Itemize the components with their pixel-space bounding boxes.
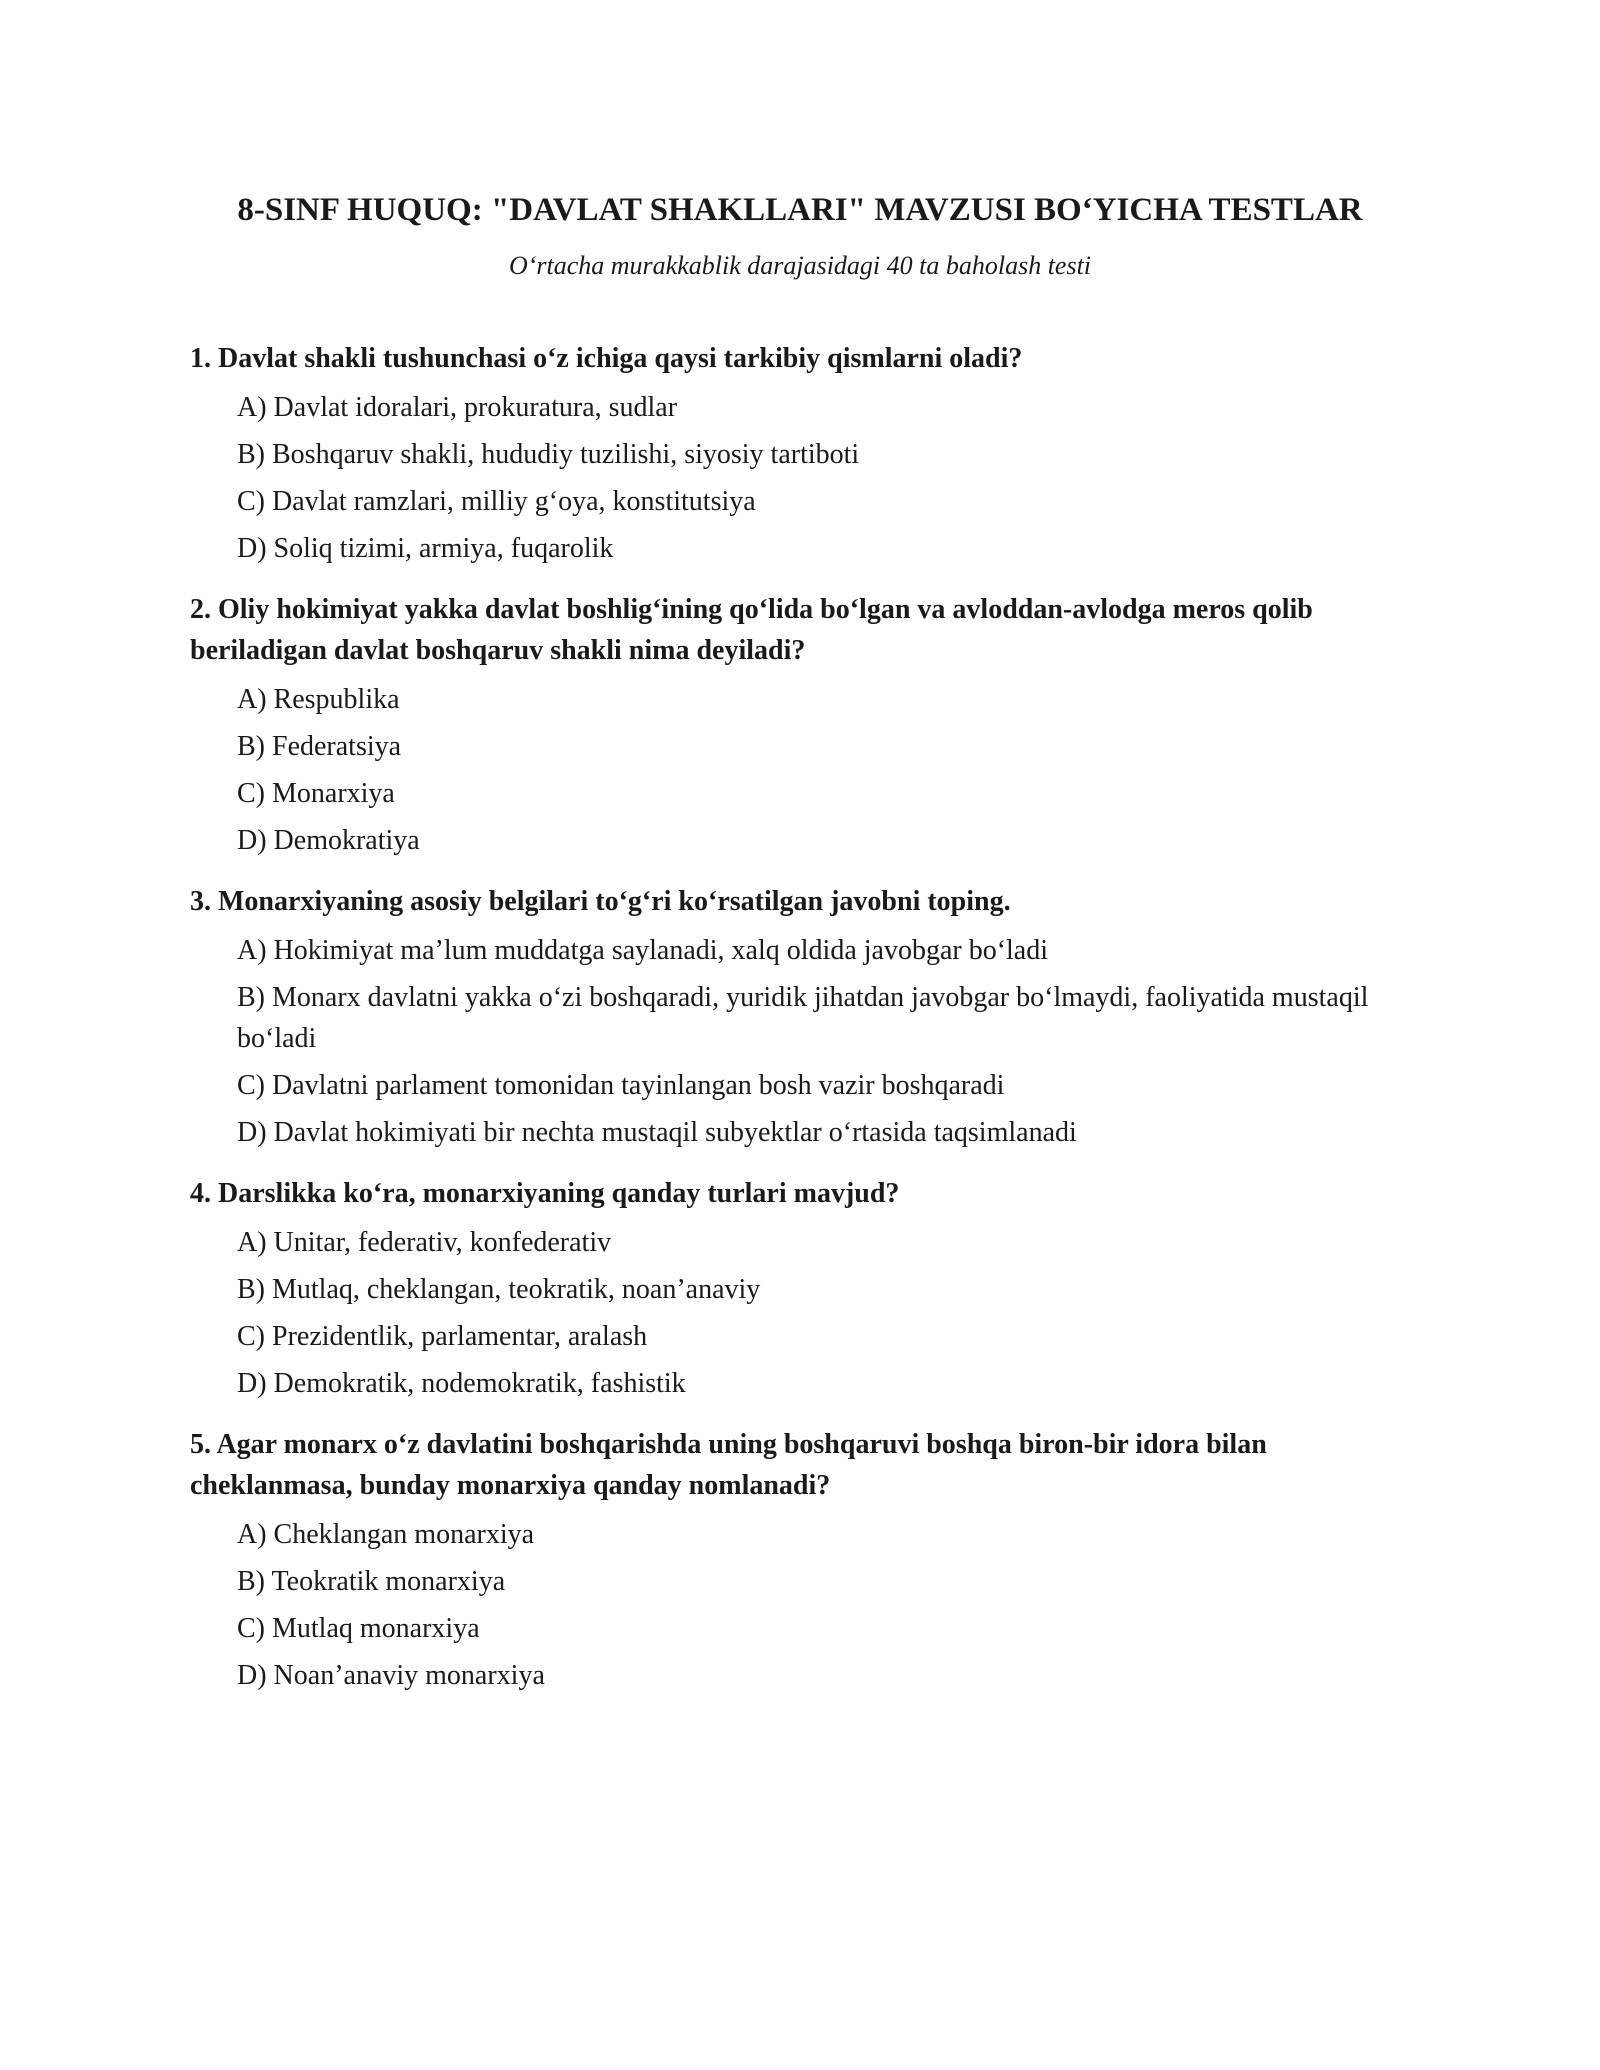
option-c: C) Davlatni parlament tomonidan tayinlangan bosh vazir boshqaradi: [237, 1070, 1005, 1101]
option-a: A) Respublika: [237, 684, 400, 715]
question-text: 4. Darslikka ko‘ra, monarxiyaning qanday turlari mavjud?: [190, 1178, 900, 1209]
option-c: C) Monarxiya: [237, 778, 395, 809]
option-d: D) Noan’anaviy monarxiya: [237, 1660, 545, 1691]
question-4: [190, 1173, 1410, 1404]
question-text: 5. Agar monarx o‘z davlatini boshqarishda uning boshqaruvi boshqa biron-bir idora bilan cheklanmasa, bunday monarxiya qanday nomlanadi?: [190, 1429, 1267, 1501]
question-3: [190, 881, 1410, 1153]
option-d: D) Demokratiya: [237, 825, 420, 856]
question-1: [190, 338, 1410, 569]
question-text: 2. Oliy hokimiyat yakka davlat boshlig‘ining qo‘lida bo‘lgan va avloddan-avlodga meros qolib beriladigan davlat boshqaruv shakli nima deyiladi?: [190, 594, 1313, 666]
document-subtitle: O‘rtacha murakkablik darajasidagi 40 ta baholash testi: [508, 251, 1092, 280]
option-d: D) Davlat hokimiyati bir nechta mustaqil subyektlar o‘rtasida taqsimlanadi: [237, 1117, 1077, 1148]
option-a: A) Cheklangan monarxiya: [237, 1519, 535, 1550]
question-text: 3. Monarxiyaning asosiy belgilari to‘g‘ri ko‘rsatilgan javobni toping.: [190, 886, 1011, 917]
answer-options: [190, 1222, 1410, 1404]
option-d: D) Soliq tizimi, armiya, fuqarolik: [237, 533, 614, 564]
option-b: B) Mutlaq, cheklangan, teokratik, noan’anaviy: [237, 1274, 761, 1305]
question-list: [190, 338, 1410, 1696]
option-c: C) Mutlaq monarxiya: [237, 1613, 480, 1644]
option-c: C) Prezidentlik, parlamentar, aralash: [237, 1321, 648, 1352]
option-a: A) Hokimiyat ma’lum muddatga saylanadi, xalq oldida javobgar bo‘ladi: [237, 935, 1049, 966]
answer-options: [190, 679, 1410, 861]
option-a: A) Davlat idoralari, prokuratura, sudlar: [237, 392, 678, 423]
option-b: B) Federatsiya: [237, 731, 402, 762]
option-c: C) Davlat ramzlari, milliy g‘oya, konstitutsiya: [237, 486, 756, 517]
answer-options: [190, 930, 1410, 1153]
question-2: [190, 589, 1410, 861]
answer-options: [190, 387, 1410, 569]
question-5: [190, 1424, 1410, 1696]
option-a: A) Unitar, federativ, konfederativ: [237, 1227, 612, 1258]
option-d: D) Demokratik, nodemokratik, fashistik: [237, 1368, 686, 1399]
option-b: B) Teokratik monarxiya: [237, 1566, 506, 1597]
answer-options: [190, 1514, 1410, 1696]
document-title: 8-SINF HUQUQ: "DAVLAT SHAKLLARI" MAVZUSI BO‘YICHA TESTLAR: [237, 192, 1363, 228]
option-b: B) Monarx davlatni yakka o‘zi boshqaradi, yuridik jihatdan javobgar bo‘lmaydi, faoliyatida mustaqil bo‘ladi: [237, 982, 1369, 1054]
question-text: 1. Davlat shakli tushunchasi o‘z ichiga qaysi tarkibiy qismlarni oladi?: [190, 343, 1023, 374]
option-b: B) Boshqaruv shakli, hududiy tuzilishi, siyosiy tartiboti: [237, 439, 860, 470]
